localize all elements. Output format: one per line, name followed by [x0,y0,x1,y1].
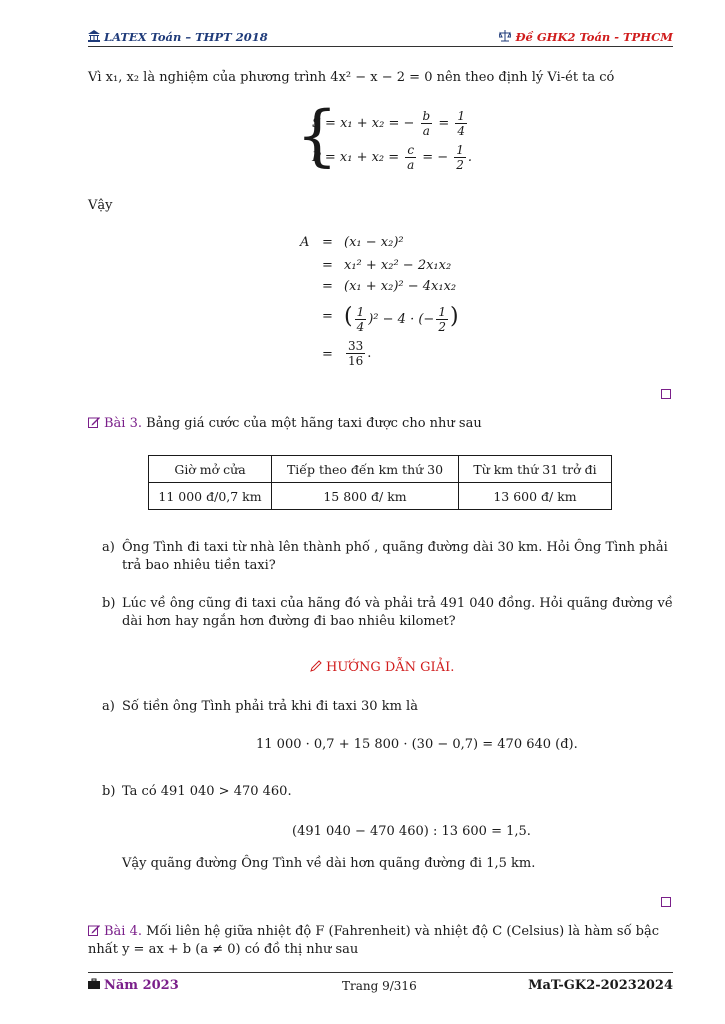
table-row [149,483,612,510]
A-step-2: x₁² + x₂² − 2x₁x₂ [344,258,452,273]
table-cell: 13 600 đ/ km [459,483,612,510]
solution-b-equation: (491 040 − 470 460) : 13 600 = 1,5. [292,824,531,839]
qed-box [661,389,671,399]
table-header-cell: Từ km thứ 31 trở đi [459,456,612,483]
question-a-text: Ông Tình đi taxi từ nhà lên thành phố , quãng đường dài 30 km. Hỏi Ông Tình phải trả bao nhiêu tiền taxi? [122,540,668,573]
solution-a-label: a) [102,699,115,714]
bai3-label: Bài 3. [104,416,142,431]
system-brace: { [296,97,338,174]
A-step-1: (x₁ − x₂)² [344,235,404,250]
page-header [88,28,673,47]
question-b-label: b) [102,596,116,611]
A-step-5: $\frac{33}{16}$ . [348,339,372,368]
A-step-3: (x₁ + x₂)² − 4x₁x₂ [344,279,457,294]
solution-b-text: Ta có 491 040 > 470 460. [122,784,292,799]
fare-table [148,455,612,510]
edit-icon [88,924,100,936]
table-row [149,456,612,483]
scales-icon [499,30,511,42]
table-header-cell: Tiếp theo đến km thứ 30 [272,456,459,483]
question-a-label: a) [102,540,115,555]
pencil-icon [310,660,322,672]
page-number: Trang 9/316 [342,979,417,993]
A-step-4: ( $\frac{1}{4}$ )² − 4 · (− $\frac{1}{2}$ ) [344,304,459,334]
vieta-intro: Vì x₁, x₂ là nghiệm của phương trình 4x² − x − 2 = 0 nên theo định lý Vi-ét ta có [88,70,615,85]
table-cell: 11 000 đ/0,7 km [149,483,272,510]
solution-a-text: Số tiền ông Tình phải trả khi đi taxi 30 km là [122,699,418,714]
solution-b-label: b) [102,784,116,799]
bai3-text: Bảng giá cước của một hãng taxi được cho như sau [146,416,482,431]
bai4-label: Bài 4. [104,924,142,939]
table-cell: 15 800 đ/ km [272,483,459,510]
bai3-heading [88,415,482,433]
document-page: LATEX Toán – THPT 2018 Đề GHK2 Toán - TPHCM Vì x₁, x₂ là nghiệm của phương trình 4x² − x − 2 = 0 nên theo định lý Vi-ét ta có { S = x₁ + x₂ = − $\frac{b}{a}$ = $\frac{1}{4}$ P = x₁ + x₂ = $\frac{c}{a}$ = − $\frac{1}{2}$ . Vậy A = (x₁ − x₂)² = x₁² + x₂² − 2x₁x₂ = (x₁ + x₂)² − 4x₁x₂ = ( $\frac{1}{4}$ )² − 4 · (− $\frac{1}{2}$ ) = $\frac{33}{16}$ . Bài 3. Bảng giá cước của một hãng taxi được cho như sau Giờ mở cửa Tiếp theo đến km thứ 30 Từ km thứ 31 trở đi 11 000 đ/0,7 km 15 800 đ/ km 13 600 đ/ km a) Ông Tình đi taxi từ nhà lên thành phố , quãng đường dài 30 km. Hỏi Ông Tình phải trả bao nhiêu tiền taxi? b) Lúc về ông cũng đi taxi của hãng đó và phải trả 491 040 đồng. Hỏi quãng đường về dài hơn hay ngắn hơn đường đi bao nhiêu kilomet? HƯỚNG DẪN GIẢI. a) Số tiền ông Tình phải trả khi đi taxi 30 km là 11 000 · 0,7 + 15 800 · (30 − 0,7) = 470 640 (đ). b) Ta có 491 040 > 470 460. (491 040 − 470 460) : 13 600 = 1,5. Vậy quãng đường Ông Tình về dài hơn quãng đường đi 1,5 km. Bài 4. Mối liên hệ giữa nhiệt độ F (Fahrenheit) và nhiệt độ C (Celsius) là hàm số bậc nhất y = ax + b (a ≠ 0) có đồ thị như sau Năm 2023 Trang 9/316 MaT-GK2-20232024 [0,0,725,1024]
header-left-text: LATEX Toán – THPT 2018 [104,30,268,44]
bai4-paragraph [88,923,674,959]
footer-year: Năm 2023 [104,978,179,993]
A-lhs: A [300,235,310,250]
question-b-text: Lúc về ông cũng đi taxi của hãng đó và phải trả 491 040 đồng. Hỏi quãng đường về dài hơn hay ngắn hơn đường đi bao nhiêu kilomet? [122,596,673,629]
briefcase-icon [88,978,100,990]
header-right-text: Đề GHK2 Toán - TPHCM [515,30,673,44]
solution-b-conclusion: Vậy quãng đường Ông Tình về dài hơn quãng đường đi 1,5 km. [122,856,536,871]
doc-code: MaT-GK2-20232024 [528,978,673,993]
vay-label: Vậy [88,198,113,213]
vieta-product-line: P = x₁ + x₂ = $\frac{c}{a}$ = − $\frac{1}{2}$ . [312,143,473,172]
bank-icon [88,30,100,42]
solution-a-equation: 11 000 · 0,7 + 15 800 · (30 − 0,7) = 470 640 (đ). [256,737,578,752]
guide-heading: HƯỚNG DẪN GIẢI. [310,659,454,677]
vieta-sum-line: S = x₁ + x₂ = − $\frac{b}{a}$ = $\frac{1}{4}$ [312,109,466,138]
qed-box [661,897,671,907]
table-header-cell: Giờ mở cửa [149,456,272,483]
bai4-text: Mối liên hệ giữa nhiệt độ F (Fahrenheit) và nhiệt độ C (Celsius) là hàm số bậc nhất y = ax + b (a ≠ 0) có đồ thị như sau [88,924,660,957]
edit-icon [88,416,100,428]
page-footer [88,972,673,999]
